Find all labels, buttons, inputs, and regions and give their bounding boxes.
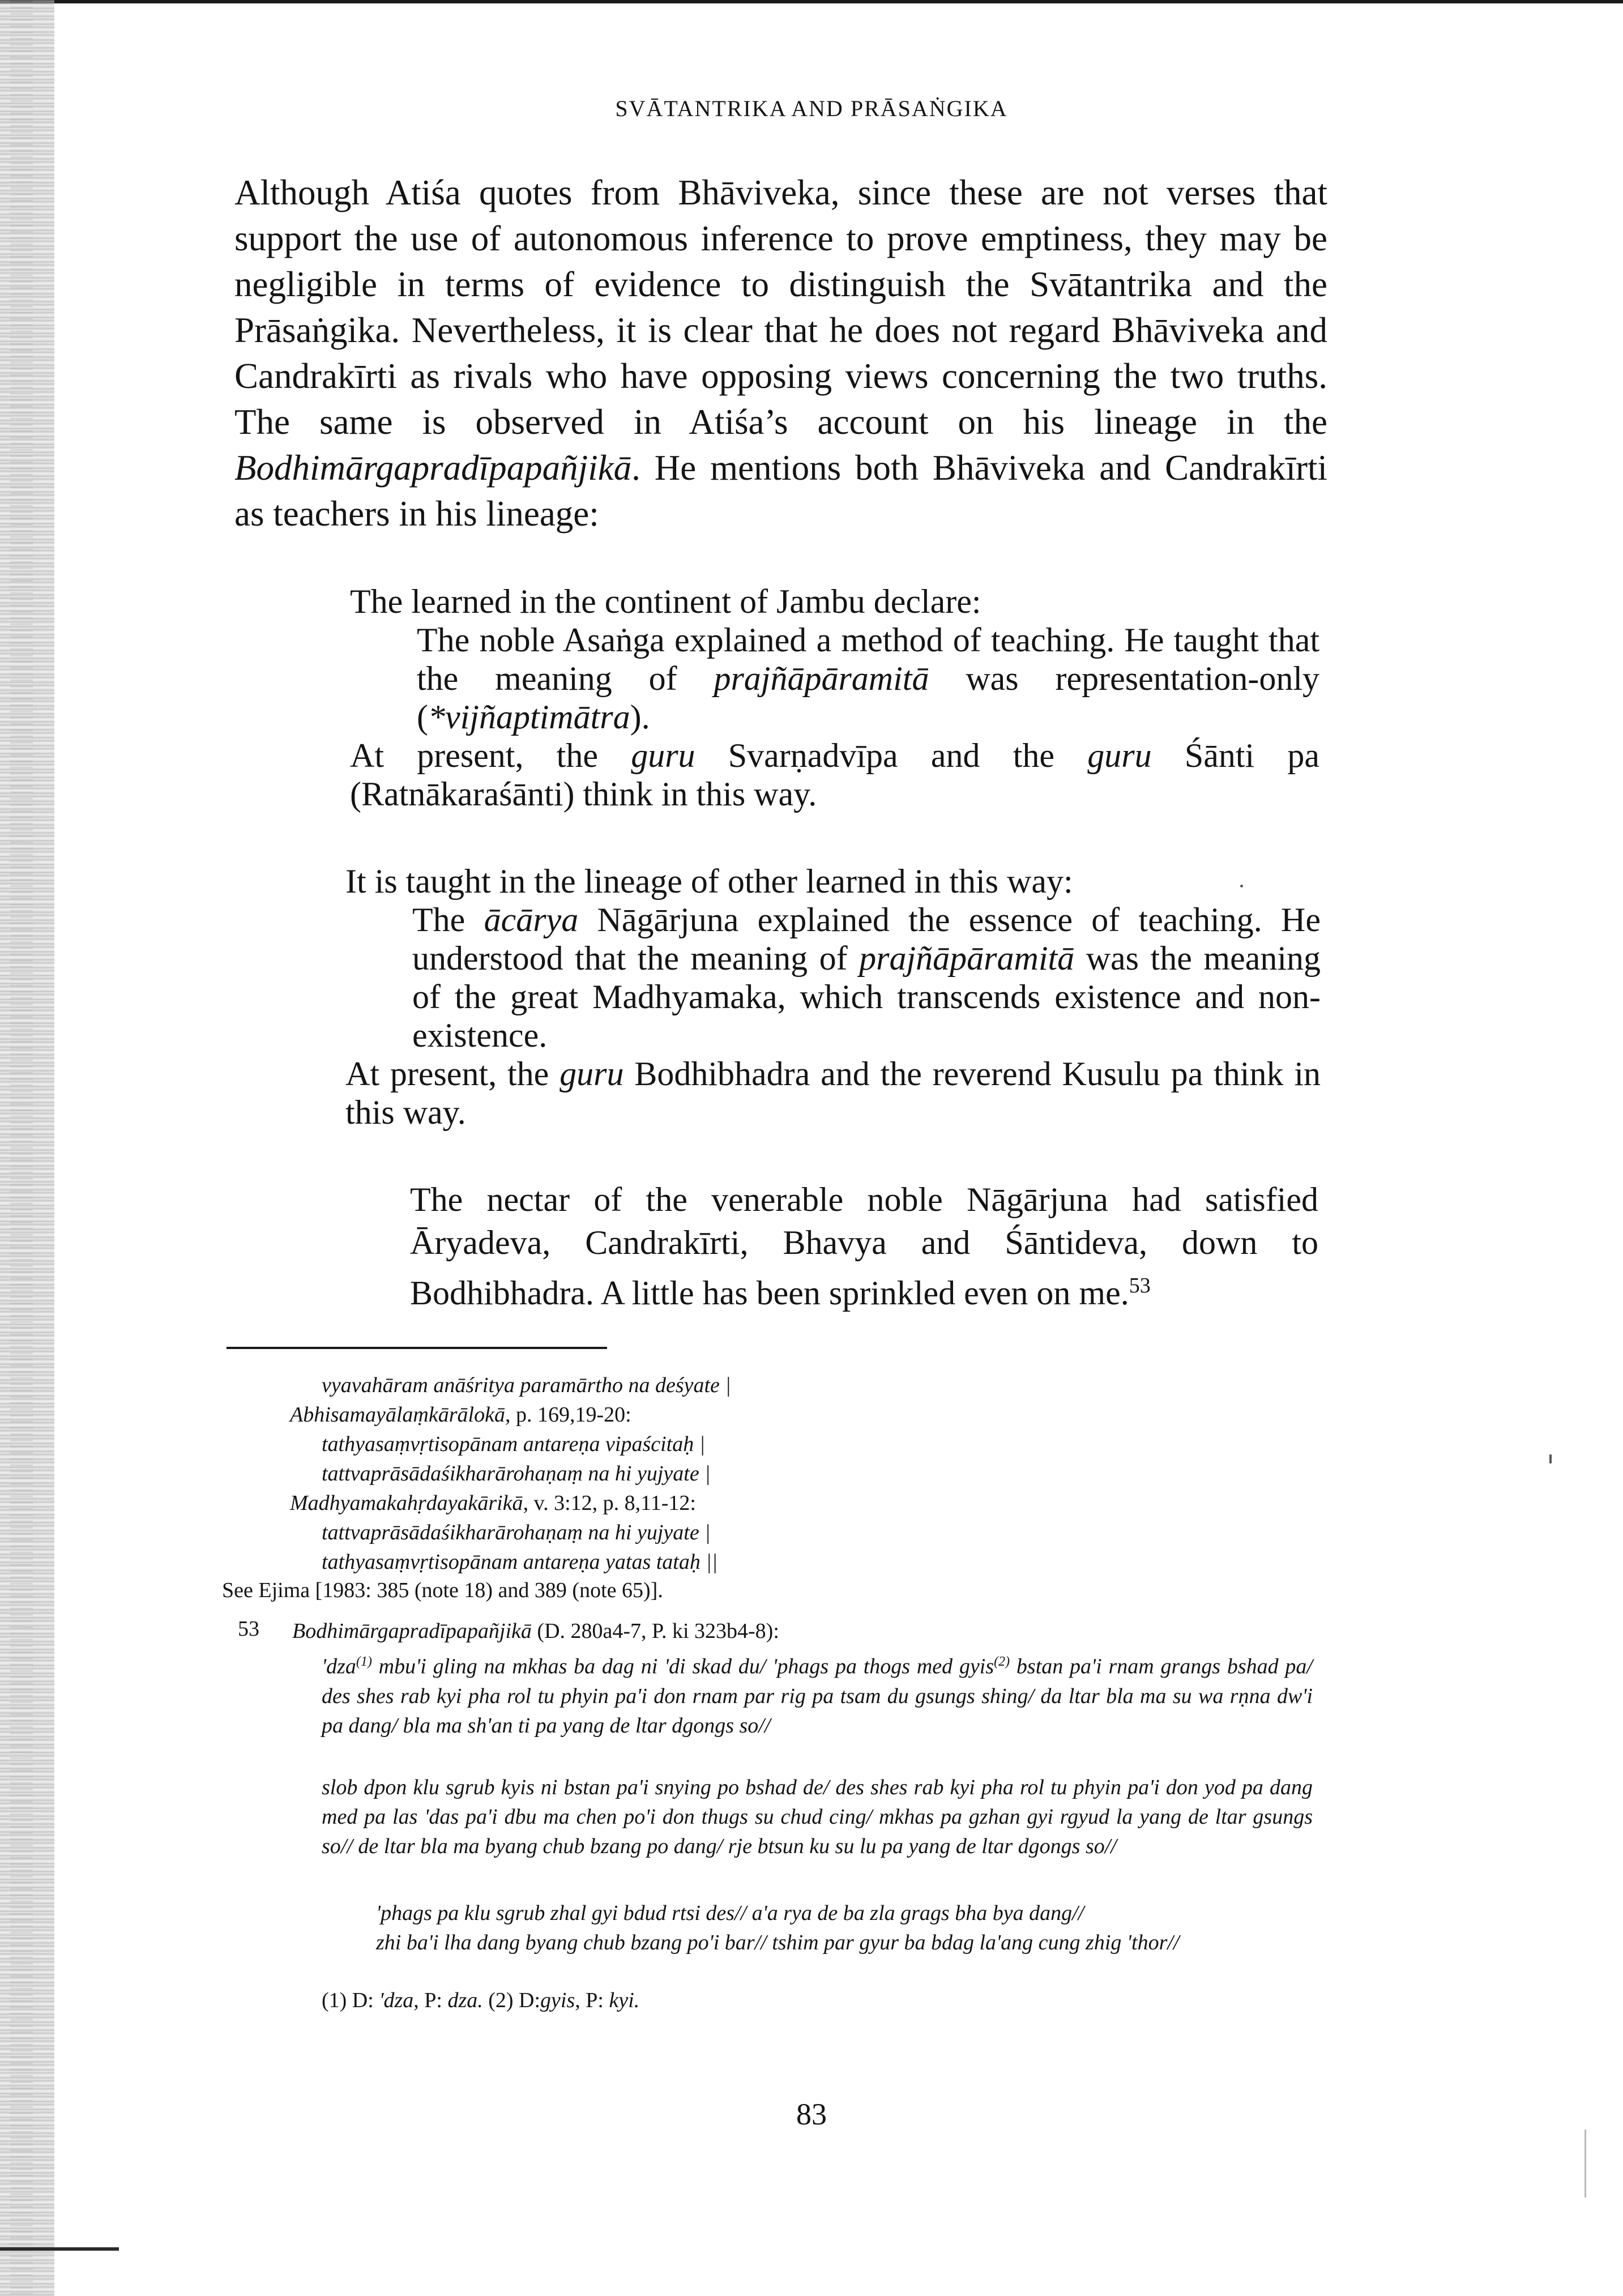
- quote2-line1: It is taught in the lineage of other learned in this way:: [345, 863, 1073, 900]
- footnote-53-variants: (1) D: 'dza, P: dza. (2) D:gyis, P: kyi.: [322, 1988, 640, 2012]
- fn-prev-line2: Abhisamayālaṃkārālokā, p. 169,19-20:: [290, 1403, 631, 1427]
- fn-prev-line5: Madhyamakahṛdayakārikā, v. 3:12, p. 8,11-12:: [290, 1491, 696, 1515]
- footnote-ref-53: 53: [1129, 1274, 1151, 1298]
- body-text-2: . He mentions both Bhāviveka and Candrakīrti as teachers in his lineage:: [234, 448, 1327, 534]
- quote2-line3: At present, the guru Bodhibhadra and the reverend Kusulu pa think in this way.: [345, 1055, 1321, 1131]
- scan-binding-shadow: [0, 0, 54, 2296]
- quote1-line3: At present, the guru Svarṇadvīpa and the guru Śānti pa (Ratnākaraśānti) think in this way.: [350, 737, 1320, 813]
- scan-speck: [1549, 1454, 1552, 1463]
- fn-prev-line1: vyavahāram anāśritya paramārtho na deśyate |: [322, 1373, 731, 1397]
- fn-prev-line8: See Ejima [1983: 385 (note 18) and 389 (note 65)].: [222, 1578, 663, 1602]
- quote2-indented: The ācārya Nāgārjuna explained the essence of teaching. He understood that the meaning of prajñāpāramitā was the meaning of the great Madhyamaka, which transcends existence and non-existence.: [412, 901, 1321, 1054]
- footnote-number: 53: [238, 1617, 259, 1641]
- quote1-line1: The learned in the continent of Jambu declare:: [350, 583, 981, 620]
- running-head: SVĀTANTRIKA AND PRĀSAṄGIKA: [615, 96, 1008, 121]
- footnote-53-source: Bodhimārgapradīpapañjikā (D. 280a4-7, P. ki 323b4-8):: [292, 1619, 779, 1643]
- body-text-1: Although Atiśa quotes from Bhāviveka, since these are not verses that support the use of autonomous inference to prove emptiness, they may be negligible in terms of evidence to distinguish the Svātantrika and the Prāsaṅgika. Nevertheless, it is clear that he does not regard Bhāviveka and Candrakīrti as rivals who have opposing views concerning the two truths. The same is observed in Atiśa’s account on his lineage in the: [234, 173, 1327, 442]
- footnote-separator: [227, 1347, 607, 1349]
- footnote-53-tibetan-1: 'dza$^{(1)}$ mbu'i gling na mkhas ba dag ni 'di skad du/ 'phags pa thogs med gyis$^{(2)}$ bstan pa'i rnam grangs bshad pa/ des shes rab kyi pha rol tu phyin pa'i don rnam par rig pa tsam du gsungs shing/ da ltar bla ma su wa rṇna dw'i pa dang/ bla ma sh'an ti pa yang de ltar dgongs so//: [322, 1654, 1313, 1738]
- block-quote-3: The nectar of the venerable noble Nāgārjuna had satisfied Āryadeva, Candrakīrti, Bhavya and Śāntideva, down to Bodhibhadra. A little has been sprinkled even on me.$^{53}$: [410, 1181, 1318, 1312]
- footnote-53-tibetan-2: slob dpon klu sgrub kyis ni bstan pa'i snying po bshad de/ des shes rab kyi pha rol tu phyin pa'i don yod pa dang med pa las 'das pa'i dbu ma chen po'i don thugs su chud cing/ mkhas pa gzhan gyi rgyud la yang de ltar gsungs so// de ltar bla ma byang chub bzang po dang/ rje btsun ku su lu pa yang de ltar dgongs so//: [322, 1776, 1313, 1858]
- footnote-53-tibetan-3: 'phags pa klu sgrub zhal gyi bdud rtsi des// a'a rya de ba zla grags bha bya dang// zhi ba'i lha dang byang chub bzang po'i bar// tshim par gyur ba bdag la'ang cung zhig 'thor//: [376, 1901, 1180, 1954]
- body-paragraph: [234, 170, 1327, 537]
- quote1-indented: The noble Asaṅga explained a method of teaching. He taught that the meaning of prajñāpāramitā was representation-only (*vijñaptimātra).: [417, 621, 1319, 736]
- scan-edge-mark: [1584, 2129, 1586, 2197]
- fn-prev-line4: tattvaprāsādaśikharārohaṇaṃ na hi yujyate |: [322, 1462, 711, 1486]
- scan-top-edge: [0, 0, 1623, 3]
- scan-corner-mark: [0, 2247, 119, 2251]
- fn-prev-line6: tattvaprāsādaśikharārohaṇaṃ na hi yujyate |: [322, 1521, 711, 1544]
- fn-prev-line7: tathyasaṃvṛtisopānam antareṇa yatas tataḥ ||: [322, 1550, 718, 1574]
- block-quote-2: [345, 862, 1321, 1132]
- block-quote-1: [350, 582, 1319, 813]
- scan-speck: [1240, 885, 1243, 887]
- body-work-title: Bodhimārgapradīpapañjikā: [234, 448, 632, 488]
- fn-prev-line3: tathyasaṃvṛtisopānam antareṇa vipaścitaḥ |: [322, 1432, 706, 1456]
- page-number: 83: [796, 2097, 827, 2131]
